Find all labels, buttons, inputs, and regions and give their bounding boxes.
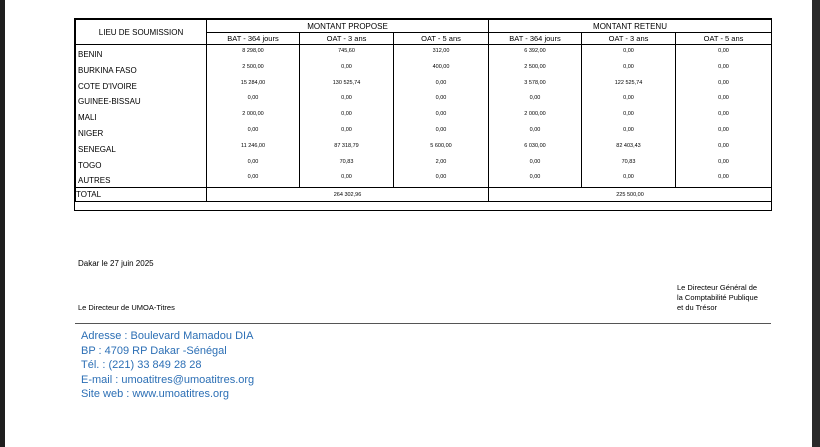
subscription-table [75,19,772,202]
footer-bp: BP : 4709 RP Dakar -Sénégal [81,344,227,357]
table-cell: 0,00 [529,95,541,102]
date-line: Dakar le 27 juin 2025 [78,259,154,268]
table-cell: 15 284,00 [240,79,266,86]
table-cell: 0,00 [435,79,447,86]
table-cell: 2 500,00 [524,63,546,70]
table-cell: 82 403,43 [616,142,641,149]
table-cell: 0,00 [341,111,352,118]
table-cell: 0,00 [623,126,634,133]
table-cell: 0,00 [623,48,634,54]
subheader-col: BAT - 364 jours [489,33,582,45]
table-cell: 0,00 [718,126,729,133]
footer-address: Adresse : Boulevard Mamadou DIA [81,330,254,342]
table-cell: 0,00 [247,126,259,133]
table-cell: 0,00 [718,48,729,54]
table-cell: 312,00 [432,48,450,54]
table-cell: 122 525,74 [614,79,643,86]
table-cell: 0,00 [435,174,447,181]
table-cell: 0,00 [623,95,634,102]
data-column [207,45,300,188]
country-name: AUTRES [78,176,111,186]
footer-tel: Tél. : (221) 33 849 28 28 [81,359,202,371]
table-cell: 0,00 [718,63,729,70]
total-retenu: 225 500,00 [489,188,772,202]
table-cell: 8 298,00 [242,48,264,54]
subheader-col: BAT - 364 jours [207,33,300,45]
table-cell: 0,00 [718,79,729,86]
dg-line: et du Trésor [677,303,718,312]
table-cell: 0,00 [718,142,729,149]
table-cell: 0,00 [435,111,447,118]
table-cell: 87 318,79 [334,142,359,149]
contact-footer [81,329,254,402]
table-cell: 70,83 [621,158,636,165]
country-name: MALI [78,113,97,123]
subheader-col: OAT - 5 ans [394,33,489,45]
table-cell: 0,00 [247,158,259,165]
table-cell: 0,00 [718,95,729,102]
subheader-col: OAT - 3 ans [300,33,394,45]
dg-line: la Comptabilité Publique [677,293,758,302]
table-cell: 0,00 [341,174,352,181]
dg-line: Le Directeur Général de [677,283,758,292]
table-cell: 2 000,00 [242,111,264,118]
table-cell: 0,00 [247,174,259,181]
subheader-col: OAT - 5 ans [676,33,772,45]
viewer-left-edge [0,0,5,447]
country-name: BURKINA FASO [78,65,137,75]
table-cell: 0,00 [529,174,541,181]
country-column [76,45,207,188]
table-cell: 11 246,00 [240,142,266,149]
table-cell: 2 000,00 [524,111,546,118]
header-montant-retenu: MONTANT RETENU [489,20,772,33]
table-cell: 0,00 [623,111,634,118]
table-cell: 745,60 [338,48,355,54]
table-cell: 6 030,00 [524,142,546,149]
table-cell: 2 500,00 [242,63,264,70]
table-cell: 0,00 [341,63,352,70]
header-lieu: LIEU DE SOUMISSION [76,20,207,45]
table-cell: 0,00 [623,63,634,70]
data-column [489,45,582,188]
table-cell: 6 392,00 [524,48,546,54]
table-cell: 0,00 [718,111,729,118]
data-column [300,45,394,188]
data-column [582,45,676,188]
country-name: SENEGAL [78,144,116,154]
table-cell: 0,00 [529,158,541,165]
table-cell: 5 600,00 [430,142,452,149]
country-name: NIGER [78,128,104,138]
table-cell: 3 578,00 [524,79,546,86]
footer-web[interactable]: Site web : www.umoatitres.org [81,388,229,400]
table-cell: 400,00 [432,63,450,70]
footer-divider [75,323,771,324]
table-cell: 0,00 [435,95,447,102]
country-name: BENIN [78,50,103,59]
table-cell: 130 525,74 [332,79,361,86]
table-cell: 2,00 [435,158,447,165]
table-cell: 70,83 [339,158,354,165]
table-cell: 0,00 [718,174,729,181]
country-name: TOGO [78,160,102,170]
total-propose: 264 302,96 [207,188,489,202]
table-cell: 0,00 [341,126,352,133]
director-umoa-signature: Le Directeur de UMOA-Titres [78,303,175,312]
total-label: TOTAL [76,188,207,202]
director-general-signature [677,283,758,313]
table-cell: 0,00 [718,158,729,165]
footer-email[interactable]: E-mail : umoatitres@umoatitres.org [81,373,255,386]
data-column [394,45,489,188]
header-montant-propose: MONTANT PROPOSE [207,20,489,33]
country-name: COTE D'IVOIRE [78,81,137,91]
data-column [676,45,772,188]
table-cell: 0,00 [341,95,352,102]
subheader-col: OAT - 3 ans [582,33,676,45]
country-name: GUINEE-BISSAU [78,97,141,107]
table-cell: 0,00 [247,95,259,102]
table-cell: 0,00 [623,174,634,181]
table-cell: 0,00 [435,126,447,133]
table-cell: 0,00 [529,126,541,133]
viewer-scrollbar[interactable] [812,0,820,447]
